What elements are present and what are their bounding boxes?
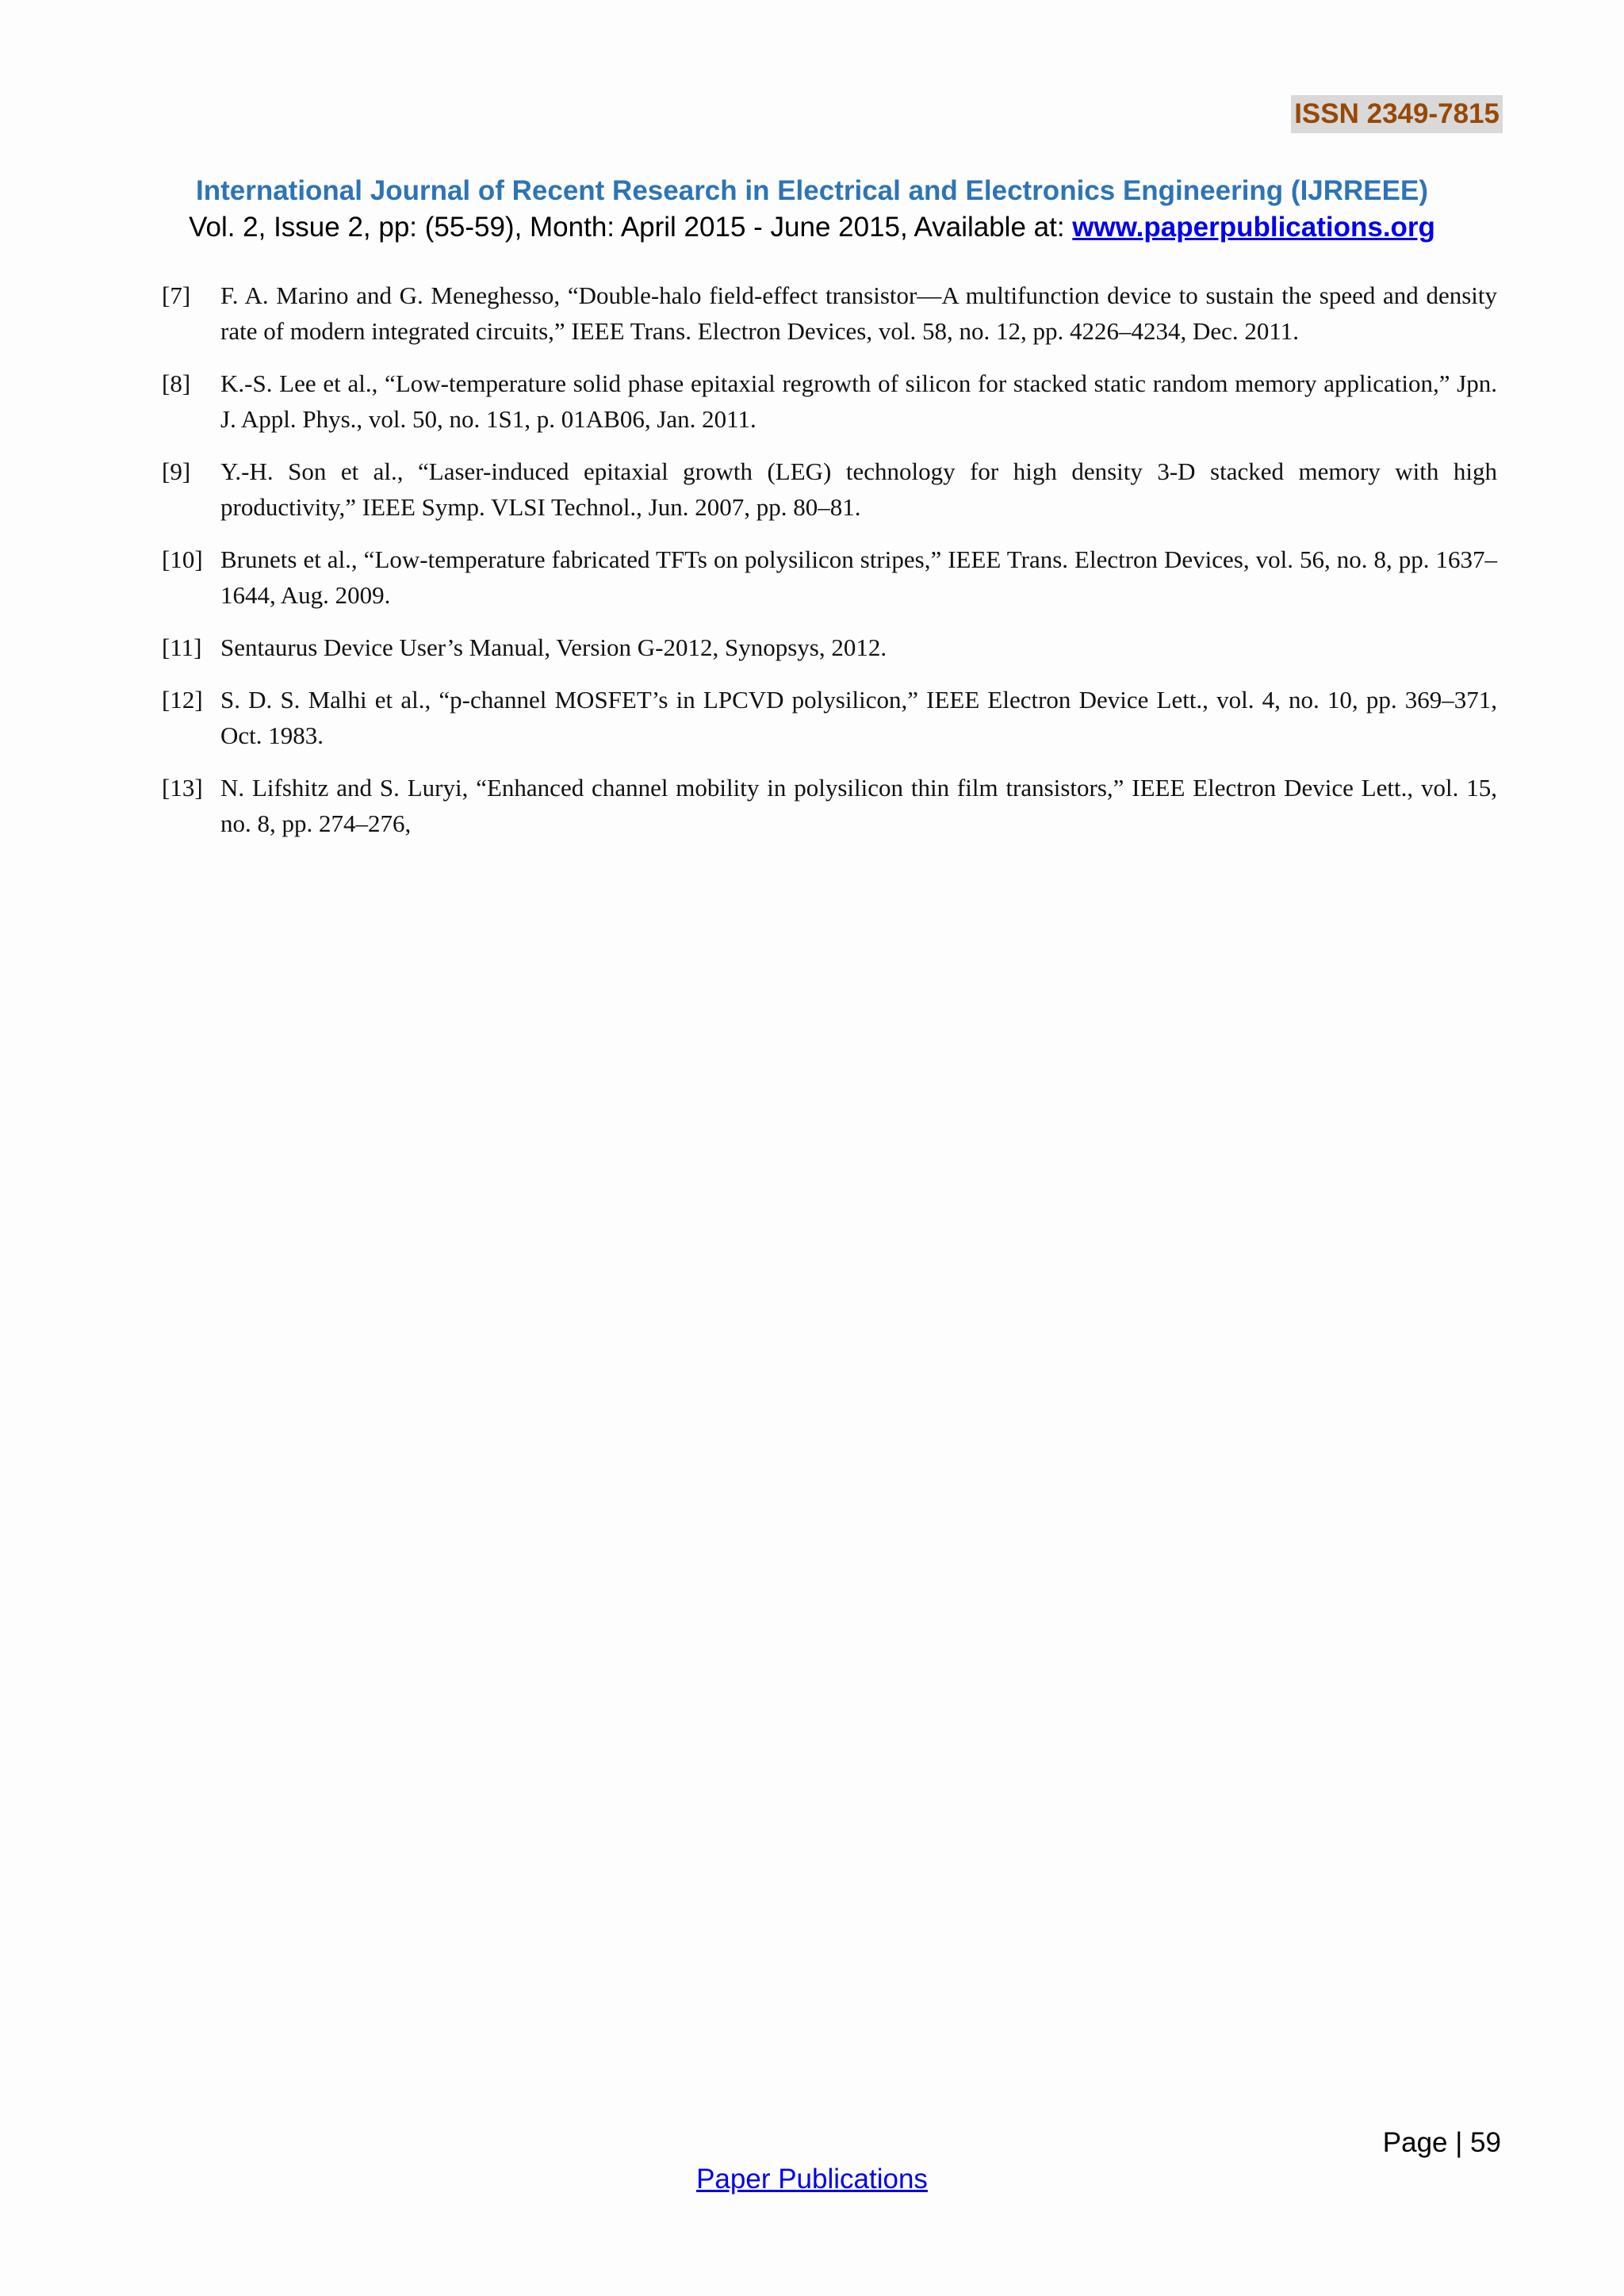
reference-item (162, 770, 1497, 841)
reference-number: [10] (162, 545, 203, 573)
reference-list (162, 277, 1497, 858)
reference-text: F. A. Marino and G. Meneghesso, “Double-halo field-effect transistor—A multifunction device to sustain the speed and density rate of modern integrated circuits,” IEEE Trans. Electron Devices, vol. 58, no. 12, pp. 4226–4234, Dec. 2011. (220, 281, 1497, 345)
reference-number: [7] (162, 281, 191, 309)
reference-number: [11] (162, 633, 202, 661)
reference-text: S. D. S. Malhi et al., “p-channel MOSFET’s in LPCVD polysilicon,” IEEE Electron Device Lett., vol. 4, no. 10, pp. 369–371, Oct. 1983. (220, 686, 1497, 749)
reference-item (162, 629, 1497, 665)
reference-text: N. Lifshitz and S. Luryi, “Enhanced channel mobility in polysilicon thin film transistors,” IEEE Electron Device Lett., vol. 15, no. 8, pp. 274–276, (220, 774, 1497, 837)
reference-text: Y.-H. Son et al., “Laser-induced epitaxial growth (LEG) technology for high density 3-D stacked memory with high productivity,” IEEE Symp. VLSI Technol., Jun. 2007, pp. 80–81. (220, 457, 1497, 521)
reference-number: [8] (162, 369, 191, 397)
reference-item (162, 453, 1497, 525)
reference-item (162, 365, 1497, 437)
reference-number: [12] (162, 686, 203, 714)
reference-item (162, 541, 1497, 613)
footer (0, 2161, 1624, 2198)
reference-text: Sentaurus Device User’s Manual, Version G-2012, Synopsys, 2012. (220, 633, 887, 661)
reference-text: K.-S. Lee et al., “Low-temperature solid phase epitaxial regrowth of silicon for stacked static random memory application,” Jpn. J. Appl. Phys., vol. 50, no. 1S1, p. 01AB06, Jan. 2011. (220, 369, 1497, 433)
reference-text: Brunets et al., “Low-temperature fabricated TFTs on polysilicon stripes,” IEEE Trans. Electron Devices, vol. 56, no. 8, pp. 1637–1644, Aug. 2009. (220, 545, 1497, 609)
website-link[interactable]: www.paperpublications.org (1072, 212, 1435, 243)
journal-info (0, 209, 1624, 246)
page-number: Page | 59 (1382, 2127, 1501, 2158)
reference-item (162, 277, 1497, 349)
publisher-link[interactable]: Paper Publications (696, 2164, 928, 2195)
reference-number: [13] (162, 774, 203, 802)
issn-label: ISSN 2349-7815 (1291, 95, 1503, 133)
reference-number: [9] (162, 457, 191, 485)
journal-title: International Journal of Recent Research in Electrical and Electronics Engineering (IJRREEE) (195, 175, 1428, 206)
journal-info-text: Vol. 2, Issue 2, pp: (55-59), Month: April 2015 - June 2015, Available at: (189, 212, 1073, 243)
reference-item (162, 682, 1497, 753)
